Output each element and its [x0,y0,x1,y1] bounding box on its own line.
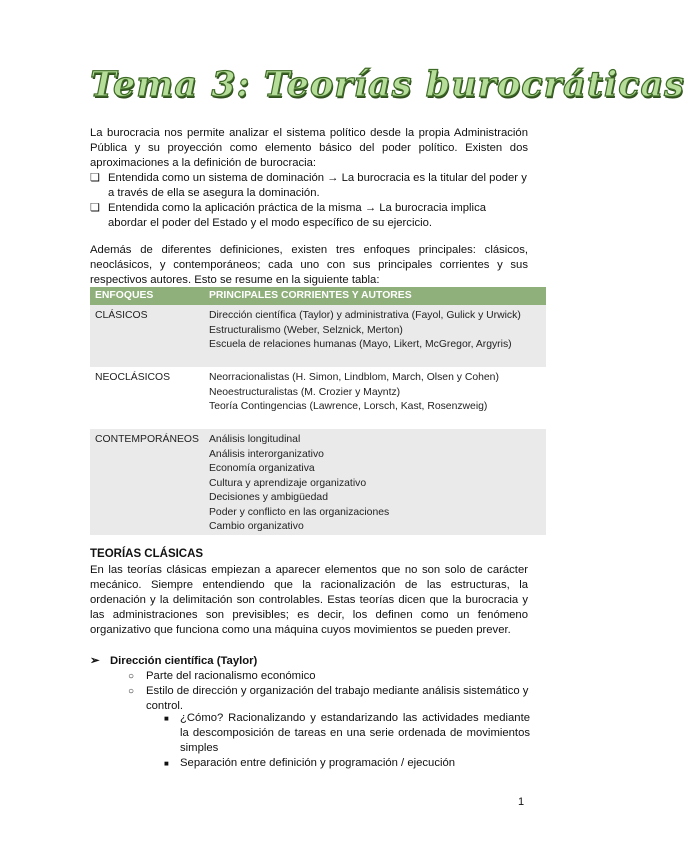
corriente-item: Análisis interorganizativo [209,448,324,460]
second-paragraph: Además de diferentes definiciones, existen tres enfoques principales: clásicos, neoclásicos, y contemporáneos; cada uno con sus principales corrientes y sus respectivos autores. Esto se resume en la siguiente tabla: [90,244,528,286]
checkbox-bullet-icon: ❏ [90,202,100,214]
square-bullet-icon: ■ [164,714,169,723]
corriente-item: Neorracionalistas (H. Simon, Lindblom, March, Olsen y Cohen) [209,372,499,383]
arrow-bullet-icon: ➢ [90,655,100,667]
corriente-item: Análisis longitudinal [209,434,301,445]
intro-paragraph: La burocracia nos permite analizar el sistema político desde la propia Administración Pública y su proyección como elemento básico del poder político. Existen dos aproximaciones a la definición de burocracia: [90,127,528,169]
corriente-item: Estructuralismo (Weber, Selznick, Merton) [209,324,403,336]
clasicas-paragraph: En las teorías clásicas empiezan a aparecer elementos que no son solo de carácter mecánico. Siempre entendiendo que la racionalización de las estructuras, la ordenación y la delimitación son controlables. Estas teorías dicen que la burocracia y las administraciones son previsibles; es decir, los definen como un fenómeno organizativo que funciona como una máquina cuyos movimientos se pueden prever. [90,564,528,636]
corriente-item: Teoría Contingencias (Lawrence, Lorsch, Kast, Rosenzweig) [209,401,488,412]
checkbox-bullet-icon: ❏ [90,172,100,184]
table-cell-corrientes [204,429,546,535]
subsection-heading-text: Dirección científica (Taylor) [110,655,258,667]
intro-bullet-text: Entendida como la aplicación práctica de la misma → La burocracia implica abordar el poder del Estado y el modo específico de su ejercicio. [108,202,486,229]
corriente-item: Economía organizativa [209,463,315,474]
subsection-heading [90,654,257,667]
sub-list-item-text: Separación entre definición y programación / ejecución [180,757,456,769]
list-item-text: Estilo de dirección y organización del trabajo mediante análisis sistemático y control. [146,685,529,712]
table-row [90,367,546,429]
approaches-table [90,287,546,535]
table-cell-corrientes [204,305,546,367]
corriente-item: Dirección científica (Taylor) y administrativa (Fayol, Gulick y Urwick) [209,310,521,321]
section-heading-clasicas: TEORÍAS CLÁSICAS [90,548,204,560]
table-cell-enfoque: CONTEMPORÁNEOS [90,429,204,535]
corriente-item: Cambio organizativo [209,521,304,532]
corriente-item: Escuela de relaciones humanas (Mayo, Likert, McGregor, Argyris) [209,339,512,350]
table-cell-corrientes [204,367,546,429]
intro-bullet-text: Entendida como un sistema de dominación → La burocracia es la titular del poder y a través de ella se asegura la dominación. [108,172,527,199]
circle-bullet-icon: ○ [128,686,135,697]
table-header-enfoques: ENFOQUES [90,287,204,305]
corriente-item: Cultura y aprendizaje organizativo [209,477,367,489]
circle-bullet-icon: ○ [128,671,135,682]
table-header-row [90,287,546,305]
corriente-item: Neoestructuralistas (M. Crozier y Mayntz) [209,386,401,398]
corriente-item: Poder y conflicto en las organizaciones [209,506,390,518]
page-number: 1 [518,796,525,808]
table-row [90,305,546,367]
table-header-corrientes: PRINCIPALES CORRIENTES Y AUTORES [204,287,546,305]
list-item-text: Parte del racionalismo económico [146,670,316,682]
table-cell-enfoque: CLÁSICOS [90,305,204,367]
corriente-item: Decisiones y ambigüedad [209,492,328,503]
page-title: Tema 3: Teorías burocráticas [90,64,685,105]
table-row [90,429,546,535]
square-bullet-icon: ■ [164,759,169,768]
table-cell-enfoque: NEOCLÁSICOS [90,367,204,429]
sub-list-item-text: ¿Cómo? Racionalizando y estandarizando las actividades mediante la descomposición de tareas en una serie ordenada de movimientos simples [180,712,530,754]
